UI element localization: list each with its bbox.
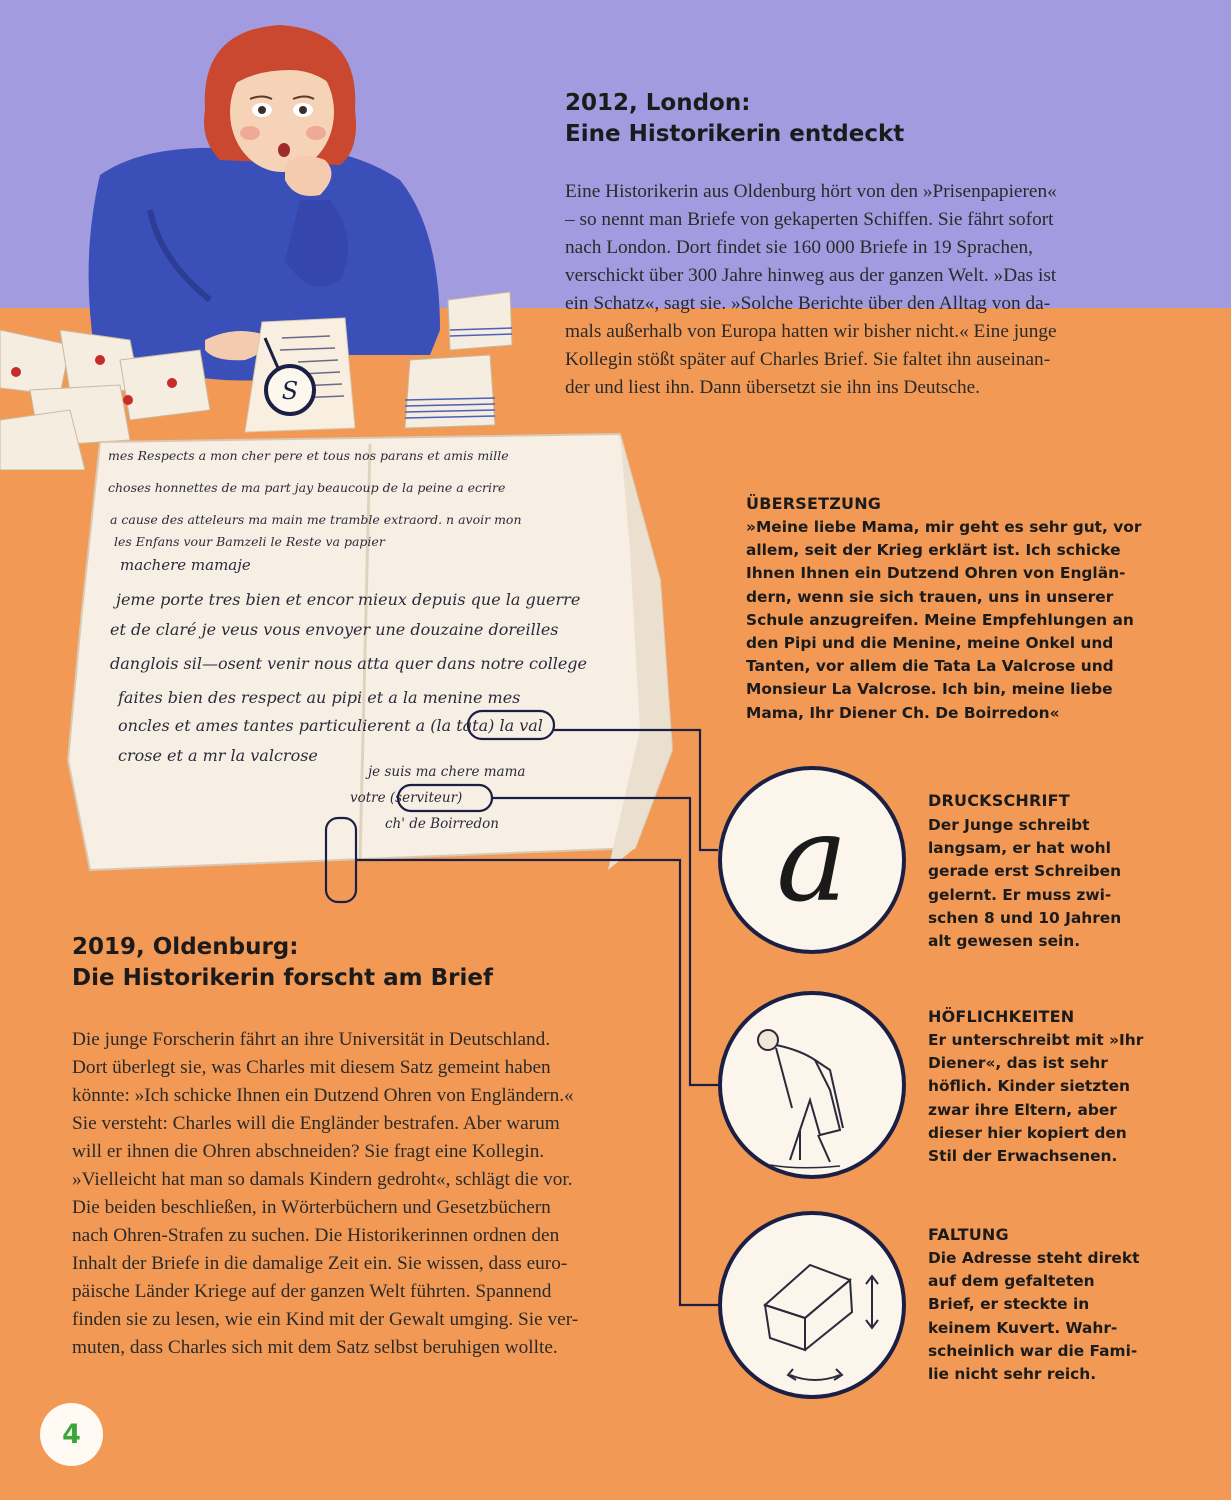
paragraph-line: Dort überlegt sie, was Charles mit diesem Satz gemeint haben: [72, 1057, 551, 1078]
section2-paragraph: [72, 1026, 650, 1362]
paragraph-line: finden sie zu lesen, wie ein Kind mit der Gewalt umging. Sie ver-: [72, 1309, 579, 1330]
letter-line: crose et a mr la valcrose: [118, 746, 318, 765]
letter-closing-line: votre (serviteur): [350, 790, 463, 806]
hoeflichkeiten-title: HÖFLICHKEITEN: [928, 1007, 1075, 1026]
paragraph-line: will er ihnen die Ohren abschneiden? Sie fragt eine Kollegin.: [72, 1141, 545, 1162]
paragraph-line: verschickt über 300 Jahre hinweg aus der ganzen Welt. »Das ist: [565, 265, 1057, 286]
translation-text: [746, 516, 1156, 725]
translation-line: Schule anzugreifen. Meine Empfehlungen an: [746, 610, 1134, 629]
druckschrift-line: gelernt. Er muss zwi-: [928, 885, 1112, 904]
hoeflichkeiten-line: zwar ihre Eltern, aber: [928, 1100, 1117, 1119]
letter-line: jeme porte tres bien et encor mieux depuis que la guerre: [116, 590, 581, 609]
paragraph-line: könnte: »Ich schicke Ihnen ein Dutzend Ohren von Engländern.«: [72, 1085, 574, 1106]
translation-line: allem, seit der Krieg erklärt ist. Ich schicke: [746, 541, 1121, 560]
faltung-line: Brief, er steckte in: [928, 1295, 1090, 1314]
druckschrift-line: Der Junge schreibt: [928, 816, 1090, 834]
faltung-title: FALTUNG: [928, 1225, 1009, 1244]
druckschrift-text: [928, 814, 1158, 953]
translation-line: Mama, Ihr Diener Ch. De Boirredon«: [746, 703, 1060, 722]
druckschrift-title: DRUCKSCHRIFT: [928, 791, 1070, 810]
druckschrift-glyph: a: [776, 790, 848, 929]
paragraph-line: »Vielleicht hat man so damals Kindern gedroht«, schlägt die vor.: [72, 1169, 573, 1190]
hoeflichkeiten-line: Stil der Erwachsenen.: [928, 1147, 1118, 1166]
paragraph-line: muten, dass Charles sich mit dem Satz selbst beruhigen wollte.: [72, 1337, 558, 1358]
druckschrift-line: langsam, er hat wohl: [928, 839, 1111, 858]
svg-text:S: S: [281, 377, 299, 405]
faltung-text: [928, 1247, 1168, 1386]
hoeflichkeiten-line: dieser hier kopiert den: [928, 1123, 1127, 1142]
paragraph-line: Die beiden beschließen, in Wörterbüchern und Gesetzbüchern: [72, 1197, 551, 1218]
translation-title: ÜBERSETZUNG: [746, 494, 882, 513]
paragraph-line: Die junge Forscherin fährt an ihre Universität in Deutschland.: [72, 1029, 551, 1050]
translation-line: Tanten, vor allem die Tata La Valcrose und: [746, 657, 1114, 676]
faltung-line: scheinlich war die Fami-: [928, 1341, 1138, 1360]
paragraph-line: nach London. Dort findet sie 160 000 Briefe in 19 Sprachen,: [565, 237, 1033, 258]
druckschrift-line: schen 8 und 10 Jahren: [928, 908, 1122, 927]
paragraph-line: Inhalt der Briefe in die damalige Zeit ein. Sie wissen, dass euro-: [72, 1253, 568, 1274]
translation-line: »Meine liebe Mama, mir geht es sehr gut, vor: [746, 518, 1142, 536]
hoeflichkeiten-line: höflich. Kinder sietzten: [928, 1077, 1131, 1096]
paragraph-line: – so nennt man Briefe von gekaperten Schiffen. Sie fährt sofort: [565, 209, 1054, 230]
hoeflichkeiten-line: Diener«, das ist sehr: [928, 1054, 1108, 1073]
hoeflichkeiten-line: Er unterschreibt mit »Ihr: [928, 1031, 1144, 1049]
translation-line: den Pipi und die Menine, meine Onkel und: [746, 634, 1114, 653]
paragraph-line: Eine Historikerin aus Oldenburg hört von den »Prisenpapieren«: [565, 181, 1057, 202]
hoeflichkeiten-text: [928, 1029, 1168, 1168]
letter-top-line: choses honnettes de ma part jay beaucoup de la peine a ecrire: [108, 480, 506, 495]
section2-heading-line1: 2019, Oldenburg:: [72, 934, 299, 960]
section2-heading-line2: Die Historikerin forscht am Brief: [72, 965, 494, 991]
letter-top-line: a cause des atteleurs ma main me tramble extraord. n avoir mon: [110, 512, 522, 527]
paragraph-line: päische Länder Kriege auf der ganzen Welt führten. Spannend: [72, 1281, 552, 1302]
faltung-line: auf dem gefalteten: [928, 1272, 1095, 1291]
section2-heading: [72, 932, 493, 994]
paragraph-line: Kollegin stößt später auf Charles Brief. Sie faltet ihn auseinan-: [565, 349, 1051, 370]
paragraph-line: nach Ohren-Strafen zu suchen. Die Historikerinnen ordnen den: [72, 1225, 560, 1246]
translation-line: Monsieur La Valcrose. Ich bin, meine liebe: [746, 680, 1113, 699]
letter-line: machere mamaje: [120, 556, 251, 574]
section1-heading-line1: 2012, London:: [565, 90, 751, 116]
druckschrift-line: gerade erst Schreiben: [928, 862, 1122, 881]
letter-top-line: les Enfans vour Bamzeli le Reste va papier: [114, 534, 385, 549]
letter-closing-line: ch' de Boirredon: [385, 816, 499, 832]
letter-closing-line: je suis ma chere mama: [368, 764, 526, 780]
paragraph-line: ein Schatz«, sagt sie. »Solche Berichte über den Alltag von da-: [565, 293, 1051, 314]
faltung-line: lie nicht sehr reich.: [928, 1365, 1097, 1384]
letter-line: et de claré je veus vous envoyer une douzaine doreilles: [110, 620, 559, 639]
letter-line: faites bien des respect au pipi et a la menine mes: [118, 688, 521, 707]
druckschrift-line: alt gewesen sein.: [928, 932, 1081, 951]
letter-line: oncles et ames tantes particulierent a (la tata) la val: [118, 716, 543, 735]
translation-line: Ihnen Ihnen ein Dutzend Ohren von Englän-: [746, 564, 1126, 583]
faltung-line: Die Adresse steht direkt: [928, 1249, 1140, 1267]
letter-top-line: mes Respects a mon cher pere et tous nos parans et amis mille: [108, 448, 509, 463]
translation-line: dern, wenn sie sich trauen, uns in unserer: [746, 587, 1114, 606]
paragraph-line: Sie versteht: Charles will die Engländer bestrafen. Aber warum: [72, 1113, 560, 1134]
paragraph-line: der und liest ihn. Dann übersetzt sie ihn ins Deutsche.: [565, 377, 980, 398]
page-number: 4: [40, 1403, 103, 1466]
paragraph-line: mals außerhalb von Europa hatten wir bisher nicht.« Eine junge: [565, 321, 1057, 342]
section1-heading-line2: Eine Historikerin entdeckt: [565, 121, 905, 147]
faltung-line: keinem Kuvert. Wahr-: [928, 1318, 1118, 1337]
letter-line: danglois sil—osent venir nous atta quer dans notre college: [110, 654, 588, 673]
